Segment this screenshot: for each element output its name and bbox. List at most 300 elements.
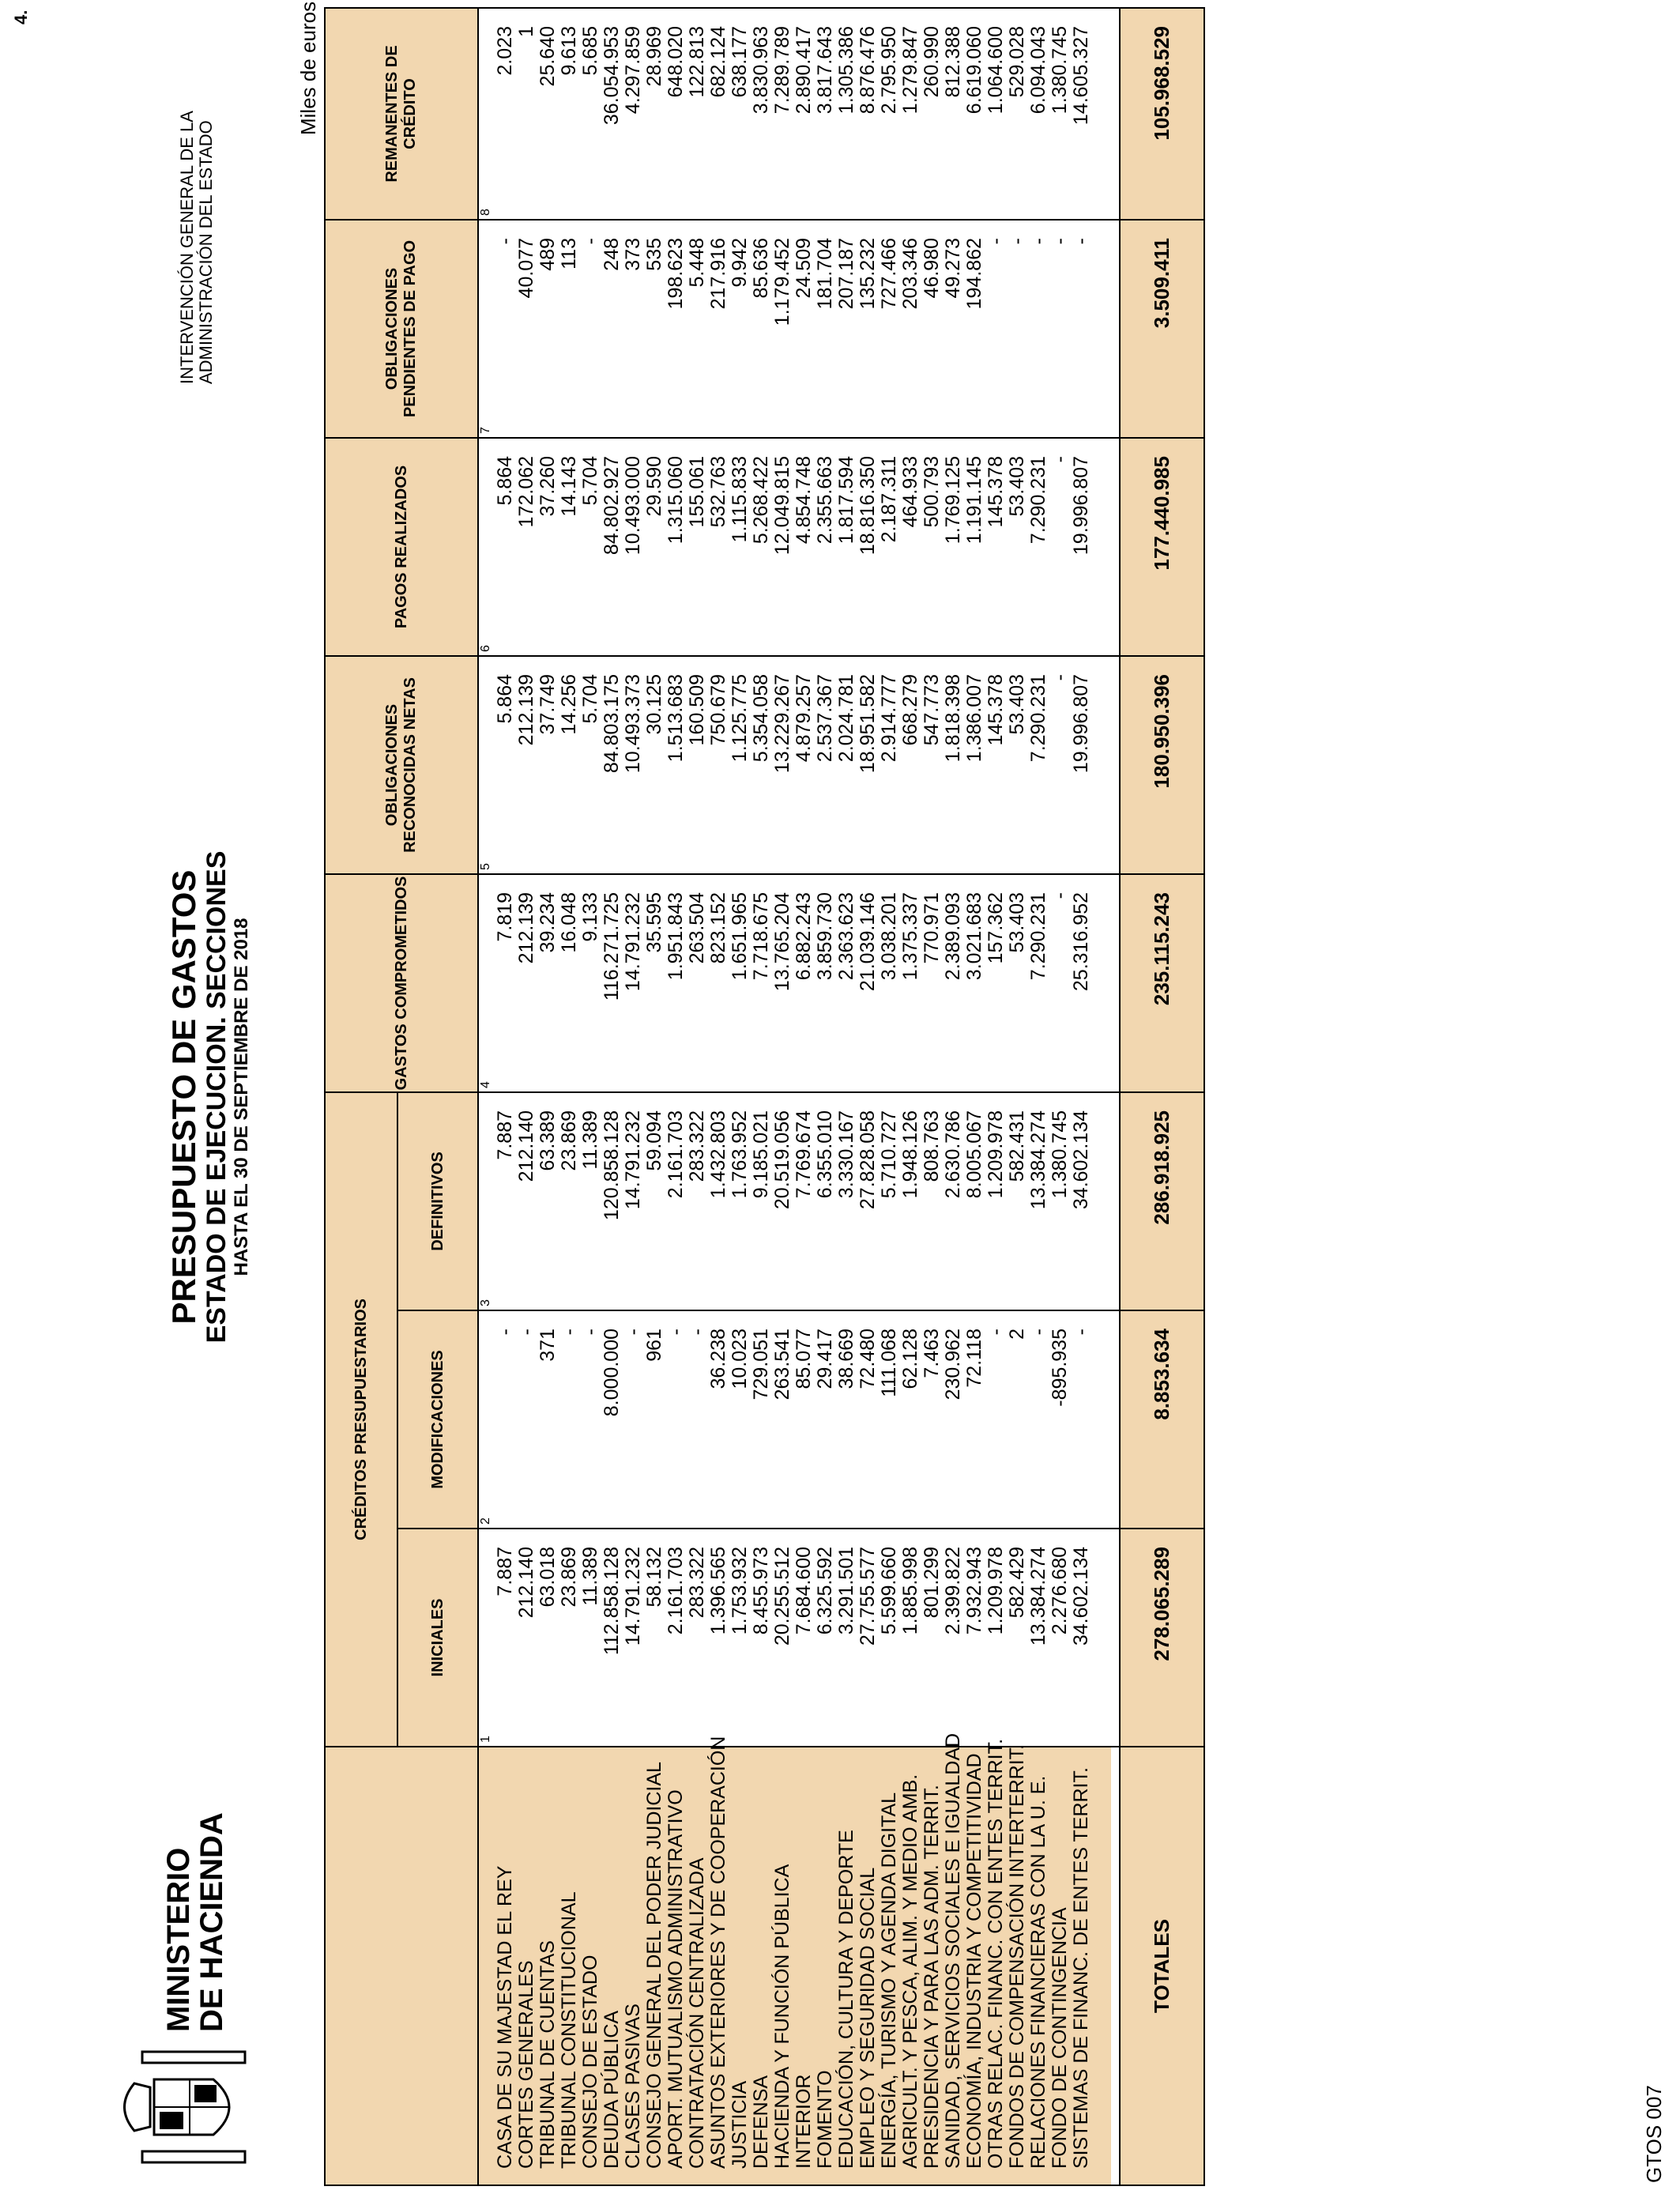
cell-value: 2.399.822	[943, 1529, 964, 1747]
section-name: CASA DE SU MAJESTAD EL REY	[495, 1747, 516, 2185]
cell-value: 207.187	[836, 220, 857, 438]
section-name: CORTES GENERALES	[516, 1747, 537, 2185]
cell-value: 7.769.674	[793, 1092, 815, 1310]
header-pagos: PAGOS REALIZADOS	[325, 438, 478, 656]
cell-value: 155.061	[687, 438, 708, 656]
col-number: 8	[478, 8, 495, 220]
cell-value: 1.191.145	[964, 438, 985, 656]
cell-value: 1.380.745	[1049, 1092, 1071, 1310]
header-gastos: GASTOS COMPROMETIDOS	[325, 874, 478, 1092]
cell-value: 3.038.201	[879, 874, 900, 1092]
cell-value: 72.118	[964, 1310, 985, 1529]
section-name: TRIBUNAL CONSTITUCIONAL	[559, 1747, 580, 2185]
cell-value: 46.980	[921, 220, 943, 438]
cell-value: 14.143	[559, 438, 580, 656]
col-number: 1	[478, 1529, 495, 1747]
cell-value: 113	[559, 220, 580, 438]
total-value: 105.968.529	[1120, 8, 1204, 220]
cell-value: 3.021.683	[964, 874, 985, 1092]
cell-value: 5.710.727	[879, 1092, 900, 1310]
cell-value: 5.354.058	[751, 656, 772, 874]
cell-value: 1.064.600	[985, 8, 1007, 220]
cell-value: 1.763.952	[729, 1092, 751, 1310]
ministry-line2: DE HACIENDA	[194, 1812, 229, 2032]
cell-value: 2.363.623	[836, 874, 857, 1092]
cell-value: 111.068	[879, 1310, 900, 1529]
header-obligaciones: OBLIGACIONES RECONOCIDAS NETAS	[325, 656, 478, 874]
cell-value: 812.388	[943, 8, 964, 220]
col-number: 5	[478, 656, 495, 874]
cell-value: 1.305.386	[836, 8, 857, 220]
cell-value: 1.396.565	[708, 1529, 729, 1747]
section-name: DEUDA PÚBLICA	[601, 1747, 623, 2185]
cell-value: 283.322	[687, 1092, 708, 1310]
total-value: 3.509.411	[1120, 220, 1204, 438]
cell-value: 1.818.398	[943, 656, 964, 874]
cell-value: 2.276.680	[1049, 1529, 1071, 1747]
cell-value: 1.209.978	[985, 1529, 1007, 1747]
cell-value: 5.599.660	[879, 1529, 900, 1747]
column-number-row	[478, 8, 495, 2185]
cell-value: 11.389	[580, 1092, 601, 1310]
table-row	[921, 8, 943, 2185]
cell-value: 2.389.093	[943, 874, 964, 1092]
cell-value: 13.384.274	[1028, 1092, 1049, 1310]
agency-name	[178, 111, 216, 384]
section-name: FOMENTO	[815, 1747, 836, 2185]
section-name: PRESIDENCIA Y PARA LAS ADM. TERRIT.	[921, 1747, 943, 2185]
cell-value: 13.765.204	[772, 874, 793, 1092]
header-iniciales: INICIALES	[397, 1529, 478, 1747]
cell-value: 1.432.803	[708, 1092, 729, 1310]
cell-value: 198.623	[665, 220, 687, 438]
table-row	[815, 8, 836, 2185]
table-row	[900, 8, 921, 2185]
table-row	[580, 8, 601, 2185]
section-name: JUSTICIA	[729, 1747, 751, 2185]
cell-value: 7.290.231	[1028, 438, 1049, 656]
section-name: APORT. MUTUALISMO ADMINISTRATIVO	[665, 1747, 687, 2185]
cell-value: 283.322	[687, 1529, 708, 1747]
cell-value: 11.389	[580, 1529, 601, 1747]
cell-value: 770.971	[921, 874, 943, 1092]
budget-table	[324, 7, 1205, 2186]
total-value: 278.065.289	[1120, 1529, 1204, 1747]
cell-value: 53.403	[1007, 438, 1028, 656]
cell-value: 500.793	[921, 438, 943, 656]
cell-value: 13.384.274	[1028, 1529, 1049, 1747]
cell-value: 1.125.775	[729, 656, 751, 874]
cell-value: 2.537.367	[815, 656, 836, 874]
table-row	[623, 8, 644, 2185]
table-row	[1007, 8, 1028, 2185]
cell-value: -	[1071, 220, 1111, 438]
col-number: 6	[478, 438, 495, 656]
cell-value: 9.613	[559, 8, 580, 220]
cell-value: 7.290.231	[1028, 656, 1049, 874]
cell-value: -	[1028, 1310, 1049, 1529]
cell-value: 112.858.128	[601, 1529, 623, 1747]
cell-value: 7.932.943	[964, 1529, 985, 1747]
totals-row	[1120, 8, 1204, 2185]
cell-value: 2.795.950	[879, 8, 900, 220]
header-pendientes: OBLIGACIONES PENDIENTES DE PAGO	[325, 220, 478, 438]
cell-value: 801.299	[921, 1529, 943, 1747]
cell-value: 9.942	[729, 220, 751, 438]
cell-value: 24.509	[793, 220, 815, 438]
agency-line2: ADMINISTRACIÓN DEL ESTADO	[196, 120, 216, 384]
cell-value: 248	[601, 220, 623, 438]
cell-value: 961	[644, 1310, 665, 1529]
cell-value: 3.291.501	[836, 1529, 857, 1747]
ministry-line1: MINISTERIO	[161, 1847, 196, 2032]
cell-value: 8.455.973	[751, 1529, 772, 1747]
cell-value: 7.819	[495, 874, 516, 1092]
cell-value: 3.817.643	[815, 8, 836, 220]
cell-value: 23.869	[559, 1092, 580, 1310]
header-section-blank	[325, 1747, 478, 2185]
cell-value: 5.864	[495, 438, 516, 656]
cell-value: 23.869	[559, 1529, 580, 1747]
cell-value: -	[580, 220, 601, 438]
cell-value: 1.769.125	[943, 438, 964, 656]
section-name: HACIENDA Y FUNCIÓN PÚBLICA	[772, 1747, 793, 2185]
section-name: DEFENSA	[751, 1747, 772, 2185]
cell-value: 212.139	[516, 874, 537, 1092]
cell-value: 19.996.807	[1071, 656, 1111, 874]
cell-value: 7.718.675	[751, 874, 772, 1092]
cell-value: 7.684.600	[793, 1529, 815, 1747]
totals-label: TOTALES	[1120, 1747, 1204, 2185]
cell-value: 38.669	[836, 1310, 857, 1529]
table-row	[985, 8, 1007, 2185]
cell-value: 25.640	[537, 8, 559, 220]
table-row	[1028, 8, 1049, 2185]
cell-value: 1.948.126	[900, 1092, 921, 1310]
section-name: INTERIOR	[793, 1747, 815, 2185]
cell-value: -	[1071, 1310, 1111, 1529]
cell-value: 36.238	[708, 1310, 729, 1529]
cell-value: 1.179.452	[772, 220, 793, 438]
cell-value: 5.268.422	[751, 438, 772, 656]
cell-value: 1.209.978	[985, 1092, 1007, 1310]
cell-value: 59.094	[644, 1092, 665, 1310]
cell-value: 53.403	[1007, 656, 1028, 874]
cell-value: -895.935	[1049, 1310, 1071, 1529]
cell-value: 49.273	[943, 220, 964, 438]
table-row	[751, 8, 772, 2185]
cell-value: 37.260	[537, 438, 559, 656]
cell-value: 2.187.311	[879, 438, 900, 656]
header-creditos: CRÉDITOS PRESUPUESTARIOS	[325, 1092, 397, 1747]
cell-value: 172.062	[516, 438, 537, 656]
cell-value: 6.094.043	[1028, 8, 1049, 220]
cell-value: 638.177	[729, 8, 751, 220]
cell-value: 39.234	[537, 874, 559, 1092]
cell-value: -	[687, 1310, 708, 1529]
cell-value: 85.077	[793, 1310, 815, 1529]
cell-value: -	[623, 1310, 644, 1529]
section-name: OTRAS RELAC. FINANC. CON ENTES TERRIT.	[985, 1747, 1007, 2185]
cell-value: 84.803.175	[601, 656, 623, 874]
footer-code: GTOS 007	[1642, 2085, 1666, 2183]
table-row	[857, 8, 879, 2185]
table-row	[665, 8, 687, 2185]
section-name: CLASES PASIVAS	[623, 1747, 644, 2185]
table-row	[516, 8, 537, 2185]
cell-value: 34.602.134	[1071, 1092, 1111, 1310]
cell-value: -	[1049, 656, 1071, 874]
cell-value: 230.962	[943, 1310, 964, 1529]
cell-value: 1.753.932	[729, 1529, 751, 1747]
cell-value: 648.020	[665, 8, 687, 220]
cell-value: 14.605.327	[1071, 8, 1111, 220]
cell-value: 7.289.789	[772, 8, 793, 220]
cell-value: 63.018	[537, 1529, 559, 1747]
agency-line1: INTERVENCIÓN GENERAL DE LA	[177, 111, 197, 384]
cell-value: 1.951.843	[665, 874, 687, 1092]
cell-value: 29.417	[815, 1310, 836, 1529]
cell-value: 72.480	[857, 1310, 879, 1529]
table-row	[793, 8, 815, 2185]
cell-value: 4.879.257	[793, 656, 815, 874]
cell-value: 21.039.146	[857, 874, 879, 1092]
cell-value: 8.005.067	[964, 1092, 985, 1310]
table-row	[559, 8, 580, 2185]
cell-value: 217.916	[708, 220, 729, 438]
col-number: 7	[478, 220, 495, 438]
cell-value: 10.493.373	[623, 656, 644, 874]
cell-value: 464.933	[900, 438, 921, 656]
cell-value: 14.791.232	[623, 1092, 644, 1310]
cell-value: 5.685	[580, 8, 601, 220]
cell-value: 84.802.927	[601, 438, 623, 656]
cell-value: 668.279	[900, 656, 921, 874]
header-definitivos: DEFINITIVOS	[397, 1092, 478, 1310]
cell-value: 2.023	[495, 8, 516, 220]
cell-value: -	[1007, 220, 1028, 438]
cell-value: 2.161.703	[665, 1529, 687, 1747]
col-number: 2	[478, 1310, 495, 1529]
cell-value: 6.619.060	[964, 8, 985, 220]
section-name: EDUCACIÓN, CULTURA Y DEPORTE	[836, 1747, 857, 2185]
cell-value: 535	[644, 220, 665, 438]
title-line1: PRESUPUESTO DE GASTOS	[165, 869, 202, 1325]
cell-value: 10.023	[729, 1310, 751, 1529]
total-value: 286.918.925	[1120, 1092, 1204, 1310]
cell-value: 1.513.683	[665, 656, 687, 874]
cell-value: 122.813	[687, 8, 708, 220]
table-row	[1071, 8, 1111, 2185]
total-value: 180.950.396	[1120, 656, 1204, 874]
cell-value: 85.636	[751, 220, 772, 438]
cell-value: 373	[623, 220, 644, 438]
cell-value: 27.828.058	[857, 1092, 879, 1310]
table-row	[879, 8, 900, 2185]
cell-value: 263.504	[687, 874, 708, 1092]
cell-value: 5.864	[495, 656, 516, 874]
table-row	[964, 8, 985, 2185]
cell-value: 10.493.000	[623, 438, 644, 656]
section-name: ECONOMÍA, INDUSTRIA Y COMPETITIVIDAD	[964, 1747, 985, 2185]
cell-value: 145.378	[985, 656, 1007, 874]
cell-value: 13.229.267	[772, 656, 793, 874]
cell-value: 1.315.060	[665, 438, 687, 656]
section-name: CONTRATACIÓN CENTRALIZADA	[687, 1747, 708, 2185]
cell-value: 3.330.167	[836, 1092, 857, 1310]
cell-value: 116.271.725	[601, 874, 623, 1092]
cell-value: 58.132	[644, 1529, 665, 1747]
section-rows	[495, 8, 1111, 2185]
cell-value: 547.773	[921, 656, 943, 874]
cell-value: 120.858.128	[601, 1092, 623, 1310]
page-number: 4.	[11, 9, 31, 25]
cell-value: 3.859.730	[815, 874, 836, 1092]
cell-value: 37.749	[537, 656, 559, 874]
cell-value: 16.048	[559, 874, 580, 1092]
cell-value: -	[516, 1310, 537, 1529]
cell-value: 5.704	[580, 656, 601, 874]
section-name: CONSEJO DE ESTADO	[580, 1747, 601, 2185]
cell-value: -	[495, 220, 516, 438]
section-name: AGRICULT. Y PESCA, ALIM. Y MEDIO AMB.	[900, 1747, 921, 2185]
cell-value: 9.133	[580, 874, 601, 1092]
cell-value: 14.256	[559, 656, 580, 874]
section-name: ASUNTOS EXTERIORES Y DE COOPERACIÓN	[708, 1747, 729, 2185]
cell-value: 53.403	[1007, 874, 1028, 1092]
section-name: ENERGÍA, TURISMO Y AGENDA DIGITAL	[879, 1747, 900, 2185]
table-row	[836, 8, 857, 2185]
section-name: FONDO DE CONTINGENCIA	[1049, 1747, 1071, 2185]
cell-value: 682.124	[708, 8, 729, 220]
cell-value: 371	[537, 1310, 559, 1529]
units-label: Miles de euros	[296, 1, 320, 135]
cell-value: 30.125	[644, 656, 665, 874]
cell-value: 808.763	[921, 1092, 943, 1310]
cell-value: -	[1049, 874, 1071, 1092]
cell-value: 2.161.703	[665, 1092, 687, 1310]
title-line2: ESTADO DE EJECUCION. SECCIONES	[202, 850, 232, 1344]
cell-value: 1.375.337	[900, 874, 921, 1092]
cell-value: 18.951.582	[857, 656, 879, 874]
cell-value: 145.378	[985, 438, 1007, 656]
cell-value: 7.887	[495, 1092, 516, 1310]
cell-value: 532.763	[708, 438, 729, 656]
section-name: SISTEMAS DE FINANC. DE ENTES TERRIT.	[1071, 1747, 1111, 2185]
cell-value: -	[1049, 438, 1071, 656]
section-name: EMPLEO Y SEGURIDAD SOCIAL	[857, 1747, 879, 2185]
cell-value: 212.140	[516, 1092, 537, 1310]
cell-value: 63.389	[537, 1092, 559, 1310]
header-modificaciones: MODIFICACIONES	[397, 1310, 478, 1529]
cell-value: 20.255.512	[772, 1529, 793, 1747]
cell-value: 2.630.786	[943, 1092, 964, 1310]
section-name: FONDOS DE COMPENSACIÓN INTERTERRIT.	[1007, 1747, 1028, 2185]
cell-value: -	[665, 1310, 687, 1529]
cell-value: 212.139	[516, 656, 537, 874]
cell-value: 529.028	[1007, 8, 1028, 220]
cell-value: 489	[537, 220, 559, 438]
table-row	[537, 8, 559, 2185]
table-row	[772, 8, 793, 2185]
section-name: RELACIONES FINANCIERAS CON LA U. E.	[1028, 1747, 1049, 2185]
cell-value: -	[1049, 220, 1071, 438]
cell-value: 135.232	[857, 220, 879, 438]
cell-value: 729.051	[751, 1310, 772, 1529]
cell-value: 14.791.232	[623, 1529, 644, 1747]
cell-value: 14.791.232	[623, 874, 644, 1092]
total-value: 8.853.634	[1120, 1310, 1204, 1529]
cell-value: 2.914.777	[879, 656, 900, 874]
cell-value: 36.054.953	[601, 8, 623, 220]
cell-value: 203.346	[900, 220, 921, 438]
cell-value: 2	[1007, 1310, 1028, 1529]
section-name: CONSEJO GENERAL DEL PODER JUDICIAL	[644, 1747, 665, 2185]
cell-value: 25.316.952	[1071, 874, 1111, 1092]
cell-value: 8.000.000	[601, 1310, 623, 1529]
header-remanentes: REMANENTES DE CRÉDITO	[325, 8, 478, 220]
cell-value: 8.876.476	[857, 8, 879, 220]
cell-value: 1	[516, 8, 537, 220]
cell-value: 263.541	[772, 1310, 793, 1529]
cell-value: 160.509	[687, 656, 708, 874]
col-number: 4	[478, 874, 495, 1092]
cell-value: 7.463	[921, 1310, 943, 1529]
cell-value: 5.704	[580, 438, 601, 656]
cell-value: 1.651.965	[729, 874, 751, 1092]
cell-value: 7.887	[495, 1529, 516, 1747]
cell-value: -	[580, 1310, 601, 1529]
cell-value: 582.431	[1007, 1092, 1028, 1310]
table-row	[1049, 8, 1071, 2185]
cell-value: 1.279.847	[900, 8, 921, 220]
table-row	[495, 8, 516, 2185]
cell-value: -	[495, 1310, 516, 1529]
cell-value: 1.380.745	[1049, 8, 1071, 220]
total-value: 235.115.243	[1120, 874, 1204, 1092]
section-name: SANIDAD, SERVICIOS SOCIALES E IGUALDAD	[943, 1747, 964, 2185]
cell-value: 582.429	[1007, 1529, 1028, 1747]
cell-value: 7.290.231	[1028, 874, 1049, 1092]
cell-value: -	[985, 220, 1007, 438]
title-line3: HASTA EL 30 DE SEPTIEMBRE DE 2018	[231, 918, 252, 1276]
cell-value: 750.679	[708, 656, 729, 874]
cell-value: 27.755.577	[857, 1529, 879, 1747]
total-value: 177.440.985	[1120, 438, 1204, 656]
col-number: 3	[478, 1092, 495, 1310]
cell-value: 12.049.815	[772, 438, 793, 656]
cell-value: 34.602.134	[1071, 1529, 1111, 1747]
cell-value: 1.115.833	[729, 438, 751, 656]
cell-value: 212.140	[516, 1529, 537, 1747]
cell-value: 62.128	[900, 1310, 921, 1529]
table-row	[644, 8, 665, 2185]
cell-value: 18.816.350	[857, 438, 879, 656]
cell-value: 260.990	[921, 8, 943, 220]
cell-value: 1.817.594	[836, 438, 857, 656]
table-row	[943, 8, 964, 2185]
cell-value: 1.386.007	[964, 656, 985, 874]
cell-value: 9.185.021	[751, 1092, 772, 1310]
cell-value: 40.077	[516, 220, 537, 438]
section-name: TRIBUNAL DE CUENTAS	[537, 1747, 559, 2185]
cell-value: 6.325.592	[815, 1529, 836, 1747]
cell-value: 2.024.781	[836, 656, 857, 874]
cell-value: 727.466	[879, 220, 900, 438]
table-row	[708, 8, 729, 2185]
cell-value: 4.297.859	[623, 8, 644, 220]
table-row	[729, 8, 751, 2185]
